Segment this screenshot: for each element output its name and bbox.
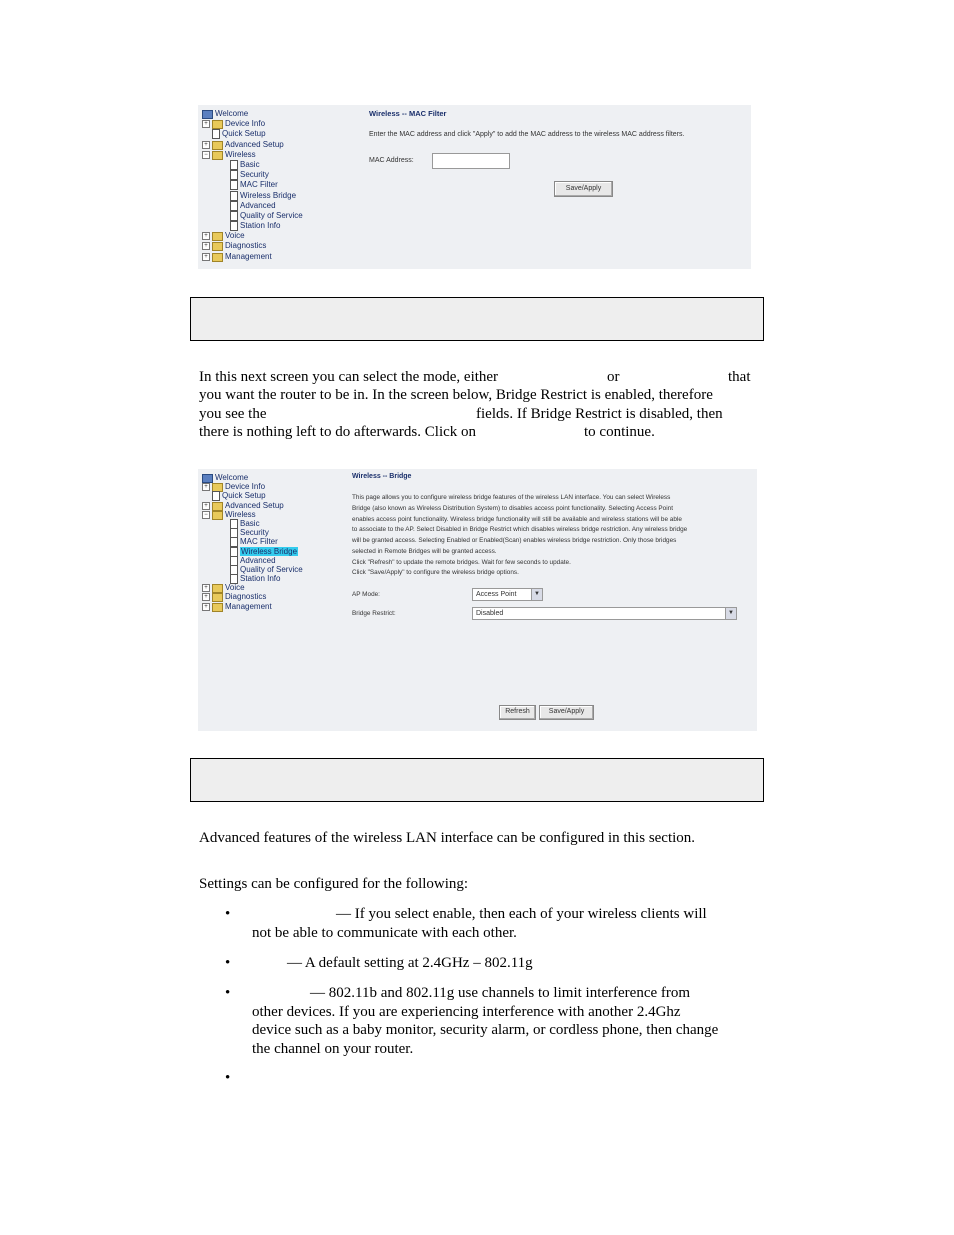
bullet-marker: • <box>225 1070 231 1086</box>
folder-icon <box>212 151 223 160</box>
expand-icon[interactable]: + <box>202 593 210 601</box>
expand-icon[interactable]: + <box>202 232 210 240</box>
nav-item-label: Quick Setup <box>222 129 266 139</box>
para1-line3-a: you see the <box>199 406 267 422</box>
expand-icon[interactable]: + <box>202 242 210 250</box>
page-title: Wireless -- Bridge <box>352 473 412 480</box>
computer-icon <box>202 110 213 119</box>
description-line: Click "Refresh" to update the remote bridges. Wait for few seconds to update. <box>352 558 571 566</box>
nav-item-label: Advanced Setup <box>225 500 284 510</box>
bridge-restrict-select[interactable]: Disabled ▼ <box>472 607 737 620</box>
nav-item-label: Wireless Bridge <box>240 190 297 200</box>
document-icon <box>212 491 220 501</box>
document-icon <box>230 160 238 170</box>
nav-item-label: Station Info <box>240 221 281 231</box>
expand-icon[interactable]: + <box>202 603 210 611</box>
nav-item-label: MAC Filter <box>240 180 278 190</box>
bullet-marker: • <box>225 955 231 971</box>
collapse-icon[interactable]: − <box>202 511 210 519</box>
expand-icon[interactable]: + <box>202 141 210 149</box>
bullet-text-line: device such as a baby monitor, security alarm, or cordless phone, then change <box>252 1022 719 1039</box>
folder-icon <box>212 120 223 129</box>
nav-item-label: Quick Setup <box>222 491 266 501</box>
nav-item-label: Security <box>240 528 269 538</box>
document-icon <box>230 191 238 201</box>
bullet-text-line: — A default setting at 2.4GHz – 802.11g <box>287 955 533 971</box>
refresh-button[interactable]: Refresh <box>499 705 536 720</box>
folder-icon <box>212 502 223 511</box>
nav-item-label: Diagnostics <box>225 592 267 602</box>
document-icon <box>230 201 238 211</box>
mac-address-input[interactable] <box>432 153 510 169</box>
section-header-box <box>190 758 764 802</box>
nav-item-label: Advanced <box>240 200 276 210</box>
nav-item-label: Device Info <box>225 119 266 129</box>
bullet-text-line: — 802.11b and 802.11g use channels to limit interference from <box>310 985 691 1001</box>
folder-icon <box>212 253 223 262</box>
description-line: enables access point functionality. Wireless bridge functionality will still be available and wireless stations will be able <box>352 515 682 523</box>
nav-item-label: Quality of Service <box>240 210 303 220</box>
chevron-down-icon: ▼ <box>531 589 542 600</box>
folder-icon <box>212 593 223 602</box>
nav-item-label: Welcome <box>215 473 249 482</box>
section-header-box <box>190 297 764 341</box>
nav-item-label: Management <box>225 601 272 611</box>
save-apply-button[interactable]: Save/Apply <box>539 705 594 720</box>
wireless-bridge-screenshot <box>198 469 757 731</box>
para1-line2: you want the router to be in. In the screen below, Bridge Restrict is enabled, therefore <box>199 387 713 403</box>
nav-item-label: Voice <box>225 583 245 593</box>
folder-icon <box>212 141 223 150</box>
mac-filter-pane <box>369 109 749 164</box>
description-line: to associate to the AP. Select Disabled in Bridge Restrict which disables wireless bridge restriction. Any wireless bridge <box>352 526 688 534</box>
mac-filter-screenshot <box>198 105 751 269</box>
page-description <box>352 493 687 579</box>
folder-icon <box>212 232 223 241</box>
document-icon <box>230 211 238 221</box>
nav-item-label: Station Info <box>240 574 281 584</box>
document-icon <box>230 170 238 180</box>
expand-icon[interactable]: + <box>202 502 210 510</box>
advanced-intro-paragraph: Advanced features of the wireless LAN interface can be configured in this section. <box>199 830 696 846</box>
bullet-marker: • <box>225 906 231 922</box>
para1-line3-b: fields. If Bridge Restrict is disabled, then <box>476 406 723 422</box>
expand-icon[interactable]: + <box>202 584 210 592</box>
para1-line1-c: that <box>728 369 751 385</box>
expand-icon[interactable]: + <box>202 483 210 491</box>
bullet-marker: • <box>225 985 231 1001</box>
save-apply-button[interactable]: Save/Apply <box>554 181 613 197</box>
nav-item-label: Basic <box>240 518 260 528</box>
nav-item-label: Management <box>225 251 272 261</box>
nav-item-label: Advanced Setup <box>225 139 284 149</box>
expand-icon[interactable]: + <box>202 253 210 261</box>
document-icon <box>212 129 220 139</box>
bullet-text-line: other devices. If you are experiencing interference with another 2.4Ghz <box>252 1003 681 1020</box>
ap-mode-select[interactable]: Access Point ▼ <box>472 588 543 601</box>
ap-mode-label: AP Mode: <box>352 591 380 598</box>
bridge-pane <box>352 473 752 617</box>
nav-item-label: Device Info <box>225 482 266 492</box>
folder-icon <box>212 511 223 520</box>
nav-item-label: Wireless <box>225 509 256 519</box>
collapse-icon[interactable]: − <box>202 151 210 159</box>
nav-item-label: Welcome <box>215 109 249 118</box>
document-icon <box>230 221 238 231</box>
nav-item-label: Security <box>240 170 269 180</box>
folder-icon <box>212 242 223 251</box>
description-line: will be granted access. Selecting Enabled or Enabled(Scan) enables wireless bridge restriction. Only those bridges <box>352 537 677 545</box>
para1-line4-b: to continue. <box>584 424 655 440</box>
para1-line1-b: or <box>607 369 620 385</box>
para1-line1-a: In this next screen you can select the mode, either <box>199 369 499 385</box>
computer-icon <box>202 474 213 483</box>
description-line: Bridge (also known as Wireless Distribution System) to disables access point functionality. Selecting Access Point <box>352 504 673 512</box>
mac-address-label: MAC Address: <box>369 157 414 164</box>
nav-item-label: Wireless <box>225 149 256 159</box>
description-line: This page allows you to configure wireless bridge features of the wireless LAN interface. You can select Wireless <box>352 494 671 501</box>
settings-intro-paragraph: Settings can be configured for the following: <box>199 876 469 892</box>
nav-item-label: Wireless Bridge <box>241 546 298 556</box>
nav-item-label: Quality of Service <box>240 564 303 574</box>
folder-icon <box>212 603 223 612</box>
bridge-restrict-label: Bridge Restrict: <box>352 610 396 617</box>
bullet-text-line: not be able to communicate with each other. <box>252 924 517 941</box>
folder-icon <box>212 584 223 593</box>
expand-icon[interactable]: + <box>202 120 210 128</box>
para1-line4-a: there is nothing left to do afterwards. Click on <box>199 424 477 440</box>
page-title: Wireless -- MAC Filter <box>369 109 447 118</box>
nav-item-label: Diagnostics <box>225 241 267 251</box>
page-description: Enter the MAC address and click "Apply" to add the MAC address to the wireless MAC address filters. <box>369 131 685 138</box>
document-icon <box>230 180 238 190</box>
nav-item-label: Basic <box>240 159 260 169</box>
nav-item-label: MAC Filter <box>240 537 278 547</box>
nav-item-label: Voice <box>225 231 245 241</box>
chevron-down-icon: ▼ <box>725 608 736 619</box>
description-line: Click "Save/Apply" to configure the wireless bridge options. <box>352 569 519 577</box>
bullet-text-line: — If you select enable, then each of your wireless clients will <box>336 906 707 922</box>
bullet-text-line: the channel on your router. <box>252 1041 414 1058</box>
nav-item-label: Advanced <box>240 555 276 565</box>
description-line: selected in Remote Bridges will be granted access. <box>352 547 497 555</box>
